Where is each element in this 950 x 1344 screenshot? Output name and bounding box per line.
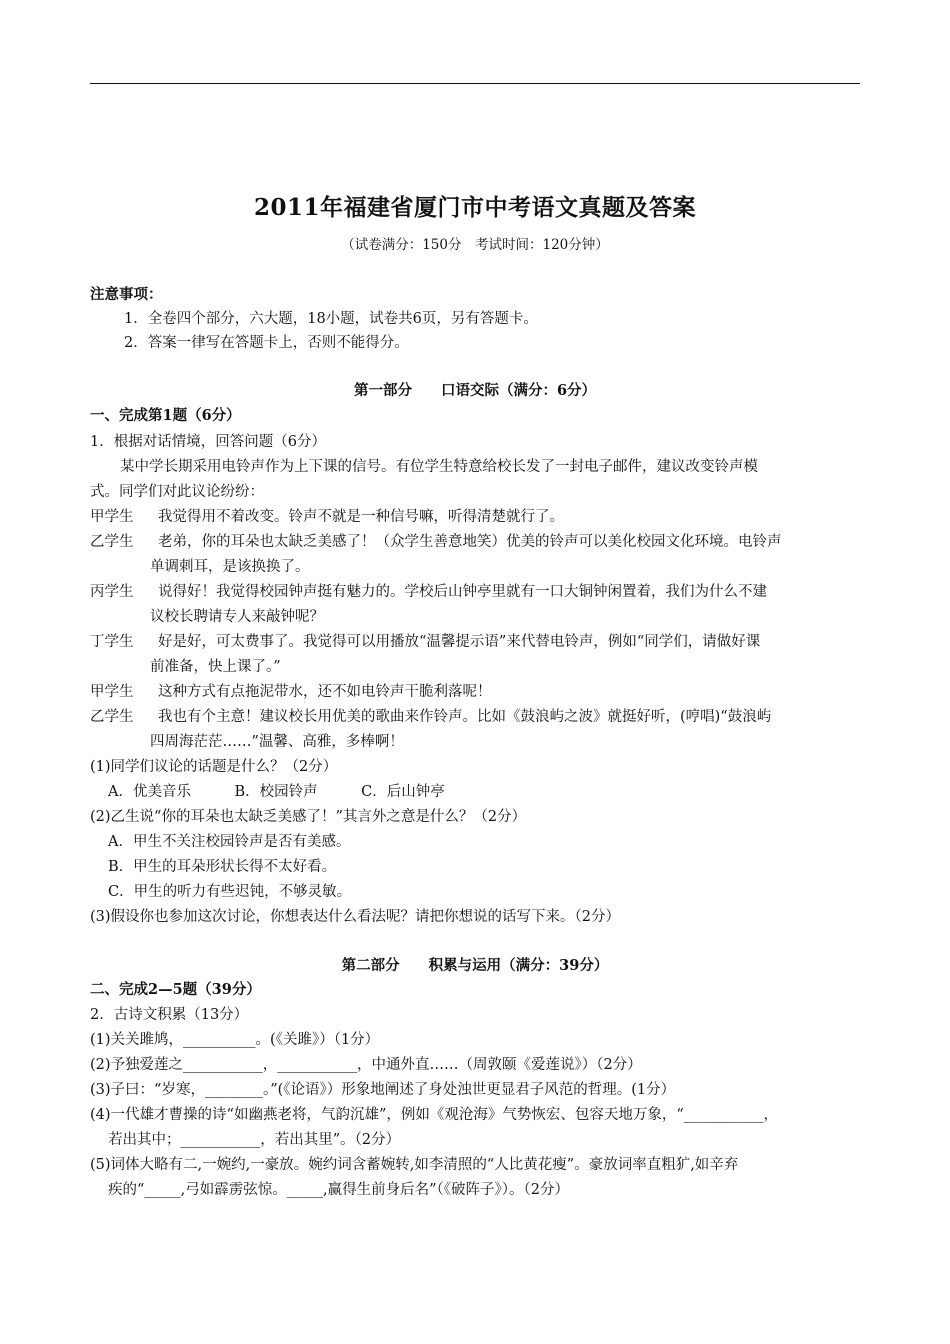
sub-question-2: (2)乙生说“你的耳朵也太缺乏美感了！”其言外之意是什么？（2分） [90, 809, 527, 825]
speaker-text: 这种方式有点拖泥带水，还不如电铃声干脆利落呢！ [158, 684, 492, 700]
fill-item-cont: 若出其中；___________，若出其里”。（2分） [108, 1132, 401, 1148]
speaker-text-cont: 单调刺耳，是该换换了。 [150, 559, 310, 575]
intro-text: 某中学长期采用电铃声作为上下课的信号。有位学生特意给校长发了一封电子邮件，建议改变铃声模 [120, 459, 758, 475]
page-title: 2011年福建省厦门市中考语文真题及答案 [253, 194, 696, 221]
speaker-name: 丙学生 [90, 584, 134, 600]
speaker-text-cont: 议校长聘请专人来敲钟呢？ [150, 609, 324, 625]
speaker-text: 说得好！我觉得校园钟声挺有魅力的。学校后山钟亭里就有一口大铜钟闲置着，我们为什么不建 [158, 584, 767, 600]
speaker-text: 我也有个主意！建议校长用优美的歌曲来作铃声。比如《鼓浪屿之波》就挺好听，(哼唱)“鼓浪屿 [158, 709, 772, 725]
fill-item: (5)词体大略有二,一婉约,一豪放。婉约词含蓄婉转,如李清照的“人比黄花瘦”。豪放词率直粗犷,如辛弃 [90, 1157, 739, 1173]
fill-item: (4)一代雄才曹操的诗“如幽燕老将，气韵沉雄”，例如《观沧海》气势恢宏、包容天地万象，“___________， [90, 1107, 779, 1123]
speaker-text: 我觉得用不着改变。铃声不就是一种信号嘛，听得清楚就行了。 [158, 509, 564, 525]
option: C．甲生的听力有些迟钝，不够灵敏。 [108, 884, 352, 900]
speaker-name: 丁学生 [90, 634, 134, 650]
speaker-name: 乙学生 [90, 534, 134, 550]
dialog-line [90, 532, 782, 552]
dialog-line [90, 707, 771, 727]
part2-heading: 第二部分 积累与运用（满分：39分） [341, 957, 609, 974]
fill-item: (2)予独爱莲之___________，___________，中通外直……（周敦颐《爱莲说》）（2分） [90, 1057, 642, 1073]
option: B．甲生的耳朵形状长得不太好看。 [108, 859, 337, 875]
speaker-name: 甲学生 [90, 684, 134, 700]
dialog-line [90, 632, 760, 652]
question-2: 2．古诗文积累（13分） [90, 1007, 249, 1023]
part1-heading: 第一部分 口语交际（满分：6分） [353, 382, 597, 399]
speaker-text: 好是好，可太费事了。我觉得可以用播放“温馨提示语”来代替电铃声，例如“同学们，请做好课 [158, 634, 761, 650]
dialog-line [90, 582, 767, 602]
intro-text: 式。同学们对此议论纷纷： [90, 484, 264, 500]
question-1: 1．根据对话情境，回答问题（6分） [90, 434, 326, 450]
section-heading: 一、完成第1题（6分） [90, 407, 241, 424]
dialog-line [90, 507, 564, 527]
options: A．优美音乐 B．校园铃声 C．后山钟亭 [108, 784, 445, 800]
sub-question-1: (1)同学们议论的话题是什么？（2分） [90, 759, 338, 775]
dialog-line [90, 682, 492, 702]
notice-heading: 注意事项： [90, 286, 163, 303]
fill-item: (1)关关雎鸠，__________。(《关雎》）（1分） [90, 1032, 380, 1048]
speaker-name: 乙学生 [90, 709, 134, 725]
header-rule [90, 83, 860, 84]
sub-question-3: (3)假设你也参加这次讨论，你想表达什么看法呢？请把你想说的话写下来。（2分） [90, 909, 621, 925]
page-subtitle: （试卷满分：150分 考试时间：120分钟） [341, 237, 609, 253]
section-heading: 二、完成2—5题（39分） [90, 981, 261, 998]
speaker-text: 老弟，你的耳朵也太缺乏美感了！（众学生善意地笑）优美的铃声可以美化校园文化环境。电铃声 [158, 534, 782, 550]
fill-item: (3)子曰：“岁寒，________。”(《论语》）形象地阐述了身处浊世更显君子风范的哲理。(1分） [90, 1082, 676, 1098]
notice-item: 2．答案一律写在答题卡上，否则不能得分。 [124, 335, 409, 351]
speaker-text-cont: 四周海茫茫……”温馨、高雅，多棒啊！ [150, 734, 404, 750]
notice-item: 1．全卷四个部分，六大题，18小题，试卷共6页，另有答题卡。 [124, 311, 538, 327]
option: A．甲生不关注校园铃声是否有美感。 [108, 834, 351, 850]
fill-item-cont: 疾的“_____,弓如霹雳弦惊。_____,赢得生前身后名”（《破阵子》）。（2分） [108, 1182, 570, 1198]
speaker-text-cont: 前准备，快上课了。” [150, 659, 281, 675]
speaker-name: 甲学生 [90, 509, 134, 525]
